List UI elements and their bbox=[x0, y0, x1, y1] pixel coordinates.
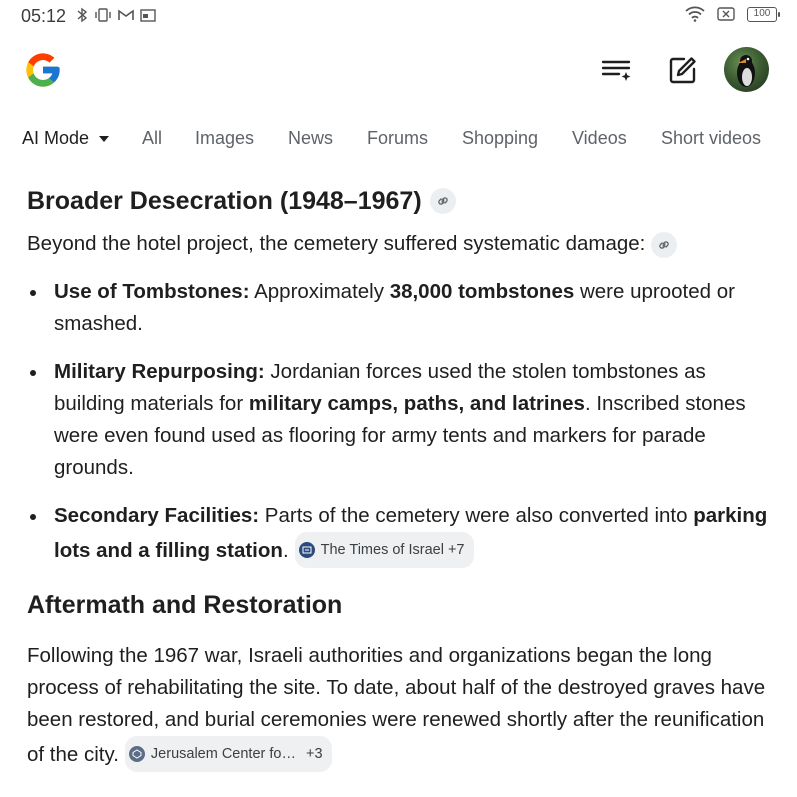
section-body: Following the 1967 war, Israeli authorities and organizations began the long process of rehabilitating the site. To date, about half of the destroyed graves have been restored, and burial ceremonies were renewed shortly after the reunification of the city. Jerusalem Center fo… +3 bbox=[27, 640, 772, 772]
edit-icon bbox=[668, 55, 698, 85]
vibrate-icon bbox=[94, 7, 112, 23]
times-of-israel-icon bbox=[299, 542, 315, 558]
tab-forums[interactable]: Forums bbox=[367, 128, 429, 148]
list-item: Military Repurposing: Jordanian forces used the stolen tombstones as building materials for military camps, paths, and latrines. Inscribed stones were even found used as flooring for army tents and markers for parade grounds. bbox=[27, 356, 772, 484]
chevron-down-icon bbox=[99, 136, 109, 142]
tab-news[interactable]: News bbox=[288, 128, 334, 148]
tab-images[interactable]: Images bbox=[195, 128, 255, 148]
bluetooth-icon bbox=[76, 7, 88, 23]
link-icon bbox=[436, 194, 450, 208]
link-icon bbox=[657, 238, 671, 252]
history-list-button[interactable] bbox=[600, 53, 634, 87]
no-sim-icon bbox=[717, 6, 735, 22]
link-button[interactable] bbox=[651, 232, 677, 258]
jerusalem-center-icon bbox=[129, 746, 145, 762]
status-bar bbox=[0, 0, 797, 32]
section-intro: Beyond the hotel project, the cemetery suffered systematic damage: bbox=[27, 228, 772, 260]
tab-shopping[interactable]: Shopping bbox=[462, 128, 539, 148]
gmail-icon bbox=[118, 8, 134, 22]
ai-response bbox=[27, 180, 772, 772]
calendar-icon bbox=[140, 8, 156, 22]
tab-all[interactable]: All bbox=[142, 128, 163, 148]
source-chip[interactable]: Jerusalem Center fo… +3 bbox=[125, 736, 332, 772]
wifi-icon bbox=[685, 6, 705, 22]
section-heading: Aftermath and Restoration bbox=[27, 591, 343, 619]
history-list-icon bbox=[601, 56, 633, 84]
list-item: Use of Tombstones: Approximately 38,000 tombstones were uprooted or smashed. bbox=[27, 276, 772, 340]
tab-videos[interactable]: Videos bbox=[572, 128, 627, 148]
bird-avatar-image bbox=[724, 47, 769, 92]
search-mode-tabs bbox=[0, 124, 797, 154]
tab-ai-mode[interactable]: AI Mode bbox=[22, 128, 109, 149]
bullet-list bbox=[27, 276, 772, 568]
list-item: Secondary Facilities: Parts of the cemetery were also converted into parking lots and a filling station. The Times of Israel +7 bbox=[27, 500, 772, 568]
status-time: 05:12 bbox=[21, 6, 67, 26]
tab-short-videos[interactable]: Short videos bbox=[661, 128, 762, 148]
section-heading: Broader Desecration (1948–1967) bbox=[27, 180, 772, 222]
source-chip[interactable]: The Times of Israel +7 bbox=[295, 532, 474, 568]
battery-icon: 100 bbox=[747, 7, 777, 22]
profile-avatar[interactable] bbox=[724, 47, 769, 92]
new-chat-button[interactable] bbox=[666, 53, 700, 87]
app-header bbox=[0, 40, 797, 100]
link-button[interactable] bbox=[430, 188, 456, 214]
google-logo[interactable] bbox=[23, 50, 63, 90]
